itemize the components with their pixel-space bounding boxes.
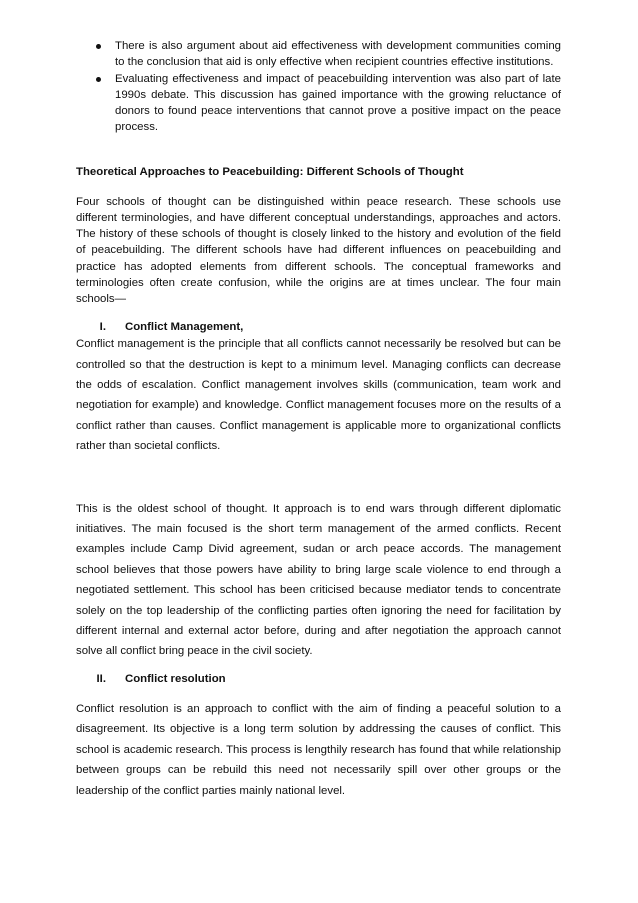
section-1-paragraph: Conflict management is the principle that all conflicts cannot necessarily be resolved but can be controlled so that the destruction is kept to a minimum level. Managing conflicts can decrease the odds of escalation. Conflict management involves skills (communication, team work and negotiation for example) and knowledge. Conflict management focuses more on the results of a conflict rather than causes. Conflict management is applicable more to organizational conflicts rather than societal conflicts. (76, 338, 561, 453)
section-1-paragraph-2: This is the oldest school of thought. It approach is to end wars through different diplomatic initiatives. The main focused is the short term management of the armed conflicts. Recent examples include Camp Divid agreement, sudan or arch peace accords. The management school believes that those powers have ability to bring large scale violence to end through a negotiated settlement. This school has been criticised because mediator tends to concentrate solely on the top leadership of the conflicting parties often ignoring the need for facilitation by different internal and external actor before, during and after negotiation the approach cannot solve all conflict bring peace in the civil society. (76, 502, 561, 658)
section-1-heading (76, 319, 561, 335)
intro-paragraph: Four schools of thought can be distinguished within peace research. These schools use different terminologies, and have different conceptual understandings, approaches and actors. The history of these schools of thought is closely linked to the history and evolution of the field of peacebuilding. The different schools have had different influences on peacebuilding and practice has adopted elements from different schools. The conceptual frameworks and terminologies often create confusion, while the origins are at times unclear. The four main schools— (76, 195, 561, 305)
bullet-item (76, 38, 561, 71)
section-heading: Theoretical Approaches to Peacebuilding: Different Schools of Thought (76, 165, 464, 178)
section-2-heading (76, 671, 561, 687)
bullet-text: There is also argument about aid effectiveness with development communities coming to the conclusion that aid is only effective when recipient countries effective institutions. (115, 40, 561, 69)
section-2-title: Conflict resolution (125, 672, 226, 685)
bullet-item (76, 71, 561, 136)
section-2-number: II. (96, 672, 106, 685)
bullet-dot-icon (96, 44, 101, 49)
bullet-list (76, 38, 561, 136)
section-1-number: I. (99, 321, 106, 334)
bullet-dot-icon (96, 77, 101, 82)
bullet-text: Evaluating effectiveness and impact of peacebuilding intervention was also part of late 1990s debate. This discussion has gained importance with the growing reluctance of donors to found peace interventions that cannot prove a positive impact on the peace process. (115, 72, 561, 134)
section-1-title: Conflict Management, (125, 321, 244, 334)
section-2-paragraph: Conflict resolution is an approach to conflict with the aim of finding a peaceful solution to a disagreement. Its objective is a long term solution by addressing the causes of conflict. This school is academic research. This process is lengthily research has found that while relationship between groups can be rebuild this need not necessarily spill over other groups or the leadership of the conflict parties mainly national level. (76, 702, 561, 797)
document-page (76, 38, 561, 801)
